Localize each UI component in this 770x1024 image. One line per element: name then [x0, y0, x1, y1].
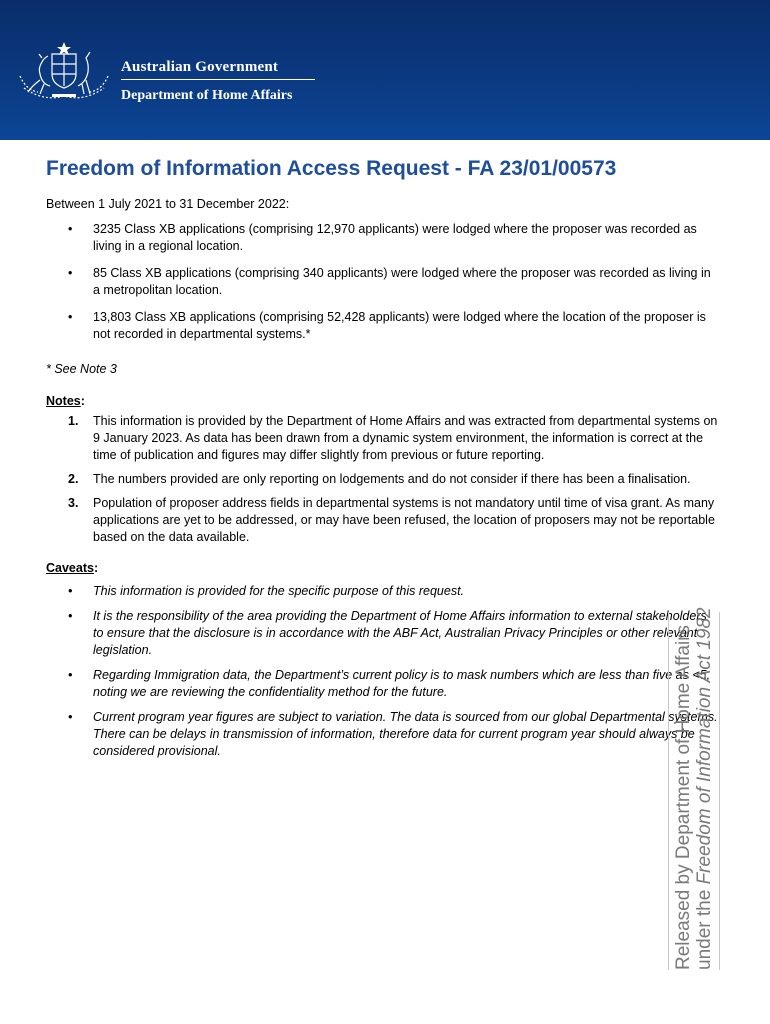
caveat-item: • It is the responsibility of the area providing the Department of Home Affairs information to external stakeholders to ensure that the disclosure is in accordance with the ABF Act, Australian Privacy Principles or other relevant legislation.: [46, 608, 718, 659]
note-item: [46, 413, 718, 464]
government-name: Australian Government: [121, 59, 279, 75]
notes-heading: Notes: [46, 394, 81, 408]
list-item: • 3235 Class XB applications (comprising 12,970 applicants) were lodged where the proposer was recorded as living in a regional location.: [46, 221, 718, 255]
caveats-heading: Caveats: [46, 561, 94, 575]
release-stamp-prefix: under the: [694, 884, 715, 970]
intro-text: Between 1 July 2021 to 31 December 2022:: [46, 197, 290, 211]
list-item: • 13,803 Class XB applications (comprising 52,428 applicants) were lodged where the location of the proposer is not recorded in departmental systems.*: [46, 309, 718, 343]
caveat-item: • This information is provided for the specific purpose of this request.: [46, 583, 718, 600]
note-text: This information is provided by the Department of Home Affairs and was extracted from departmental systems on 9 January 2023. As data has been drawn from a dynamic system environment, the information is correct at the time of publication and figures may differ slightly from previous or future reporting.: [93, 414, 718, 462]
note-text: Population of proposer address fields in departmental systems is not mandatory until time of visa grant. As many applications are yet to be addressed, or may have been refused, the location of proposers may not be reportable based on the data available.: [93, 496, 715, 544]
list-item: • 85 Class XB applications (comprising 340 applicants) were lodged where the proposer was recorded as living in a metropolitan location.: [46, 265, 718, 299]
document-body: [46, 196, 718, 768]
header-divider: [121, 79, 315, 80]
note-number: 1.: [68, 414, 79, 428]
notes-heading-line: Notes:: [46, 394, 85, 408]
page-title: Freedom of Information Access Request - FA 23/01/00573: [46, 157, 617, 180]
release-stamp-act: Freedom of Information Act 1982: [694, 607, 715, 885]
release-stamp-text: [673, 607, 715, 970]
release-stamp-line2: [694, 607, 715, 970]
note-number: 2.: [68, 472, 79, 486]
note-item: [46, 495, 718, 546]
note-number: 3.: [68, 496, 79, 510]
coat-of-arms-icon: [16, 40, 112, 102]
statistics-list: [46, 221, 718, 343]
department-name: Department of Home Affairs: [121, 88, 293, 103]
see-note-reference: * See Note 3: [46, 362, 117, 376]
header-banner: [0, 0, 770, 140]
note-item: [46, 471, 718, 488]
release-stamp-line1: Released by Department of Home Affairs: [673, 625, 694, 970]
note-text: The numbers provided are only reporting on lodgements and do not consider if there has been a finalisation.: [93, 472, 691, 486]
caveat-item: • Regarding Immigration data, the Department’s current policy is to mask numbers which are less than five as <5, noting we are reviewing the confidentiality method for the future.: [46, 667, 718, 701]
caveats-heading-line: Caveats:: [46, 561, 99, 575]
notes-list: [46, 413, 718, 546]
foi-release-stamp: [668, 607, 720, 970]
caveats-list: [46, 583, 718, 760]
caveat-item: • Current program year figures are subject to variation. The data is sourced from our global Departmental systems. There can be delays in transmission of information, therefore data for current program year should always be considered provisional.: [46, 709, 718, 760]
